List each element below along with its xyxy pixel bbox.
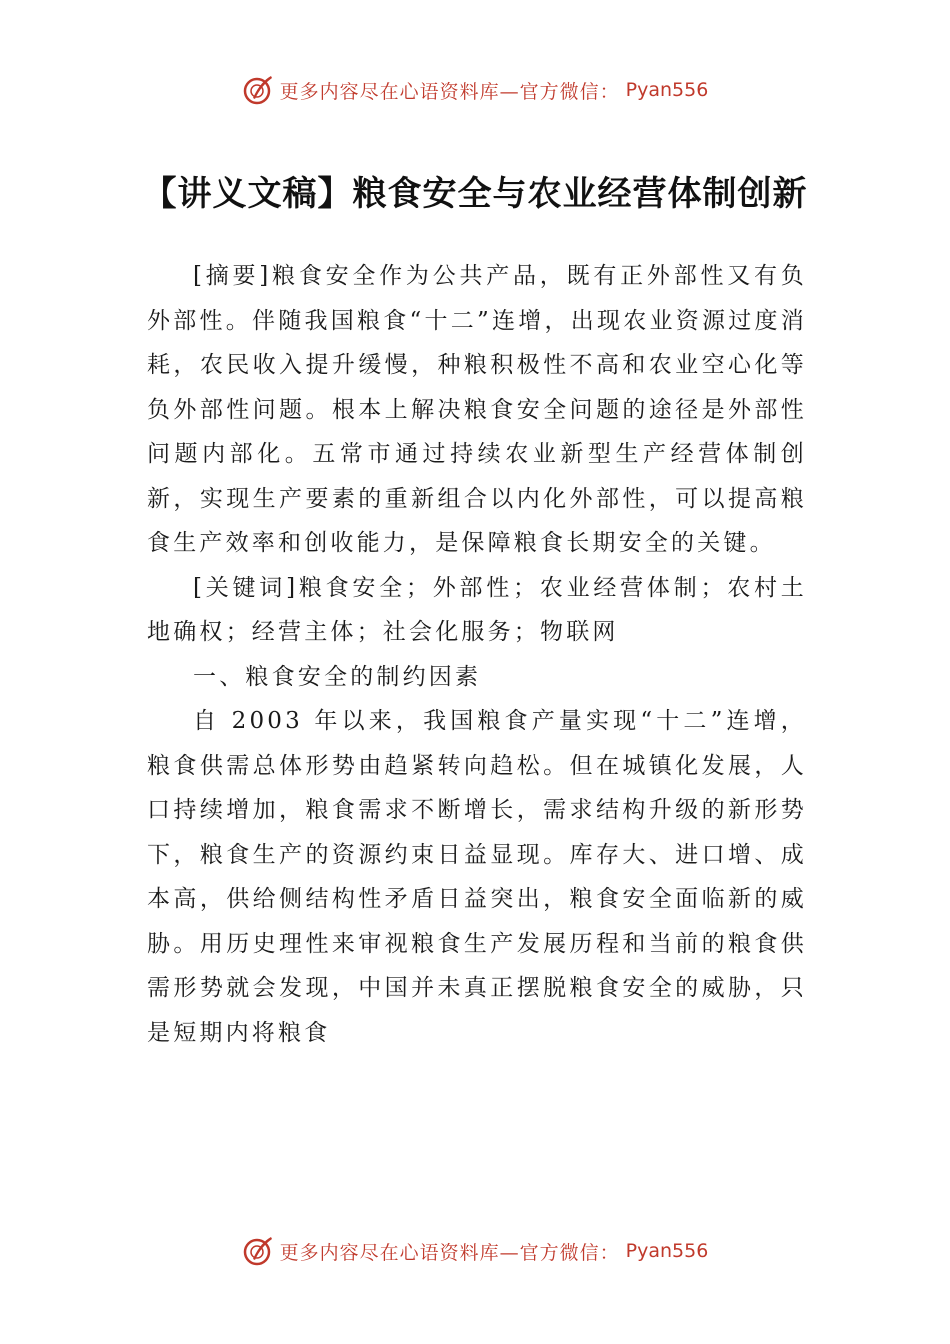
quill-logo-icon (242, 1235, 274, 1267)
body-paragraph: 自 2003 年以来，我国粮食产量实现“十二”连增，粮食供需总体形势由趋紧转向趋松。但在城镇化发展，人口持续增加，粮食需求不断增长，需求结构升级的新形势下，粮食生产的资源约束日益显现。库存大、进口增、成本高，供给侧结构性矛盾日益突出，粮食安全面临新的威胁。用历史理性来审视粮食生产发展历程和当前的粮食供需形势就会发现，中国并未真正摆脱粮食安全的威胁，只是短期内将粮食 (147, 708, 807, 1046)
header-watermark (0, 74, 950, 106)
watermark-text: 更多内容尽在心语资料库—官方微信： (279, 80, 620, 103)
footer-watermark (0, 1235, 950, 1267)
document-body (147, 254, 807, 1055)
quill-logo-icon (242, 74, 274, 106)
section-heading: 一、粮食安全的制约因素 (193, 663, 482, 690)
watermark-text: 更多内容尽在心语资料库—官方微信： (279, 1241, 620, 1264)
document-title: 【讲义文稿】粮食安全与农业经营体制创新 (142, 174, 808, 214)
watermark-wechat-id: Pyan556 (625, 79, 709, 101)
keywords-paragraph: [关键词]粮食安全；外部性；农业经营体制；农村土地确权；经营主体；社会化服务；物联网 (147, 574, 807, 645)
watermark-wechat-id: Pyan556 (625, 1240, 709, 1262)
abstract-paragraph: [摘要]粮食安全作为公共产品，既有正外部性又有负外部性。伴随我国粮食“十二”连增，出现农业资源过度消耗，农民收入提升缓慢，种粮积极性不高和农业空心化等负外部性问题。根本上解决粮食安全问题的途径是外部性问题内部化。五常市通过持续农业新型生产经营体制创新，实现生产要素的重新组合以内化外部性，可以提高粮食生产效率和创收能力，是保障粮食长期安全的关键。 (147, 263, 807, 556)
